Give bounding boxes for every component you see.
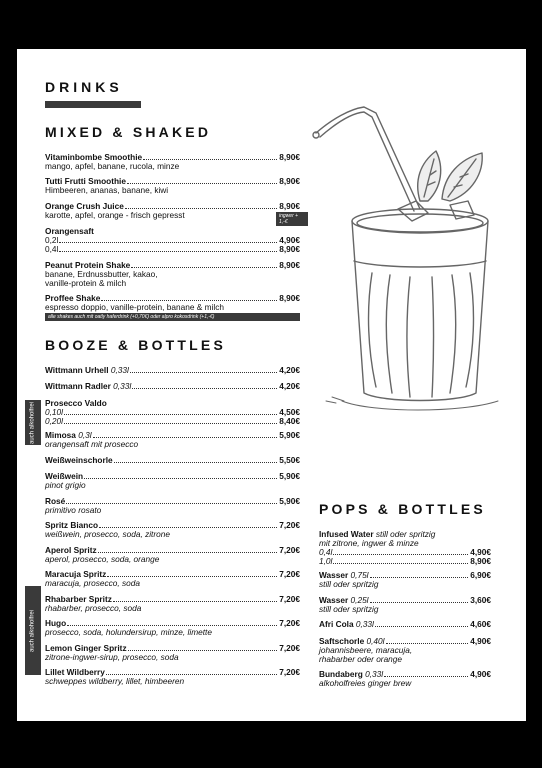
item-price: 7,20€ — [279, 618, 300, 628]
item-desc: pinot grigio — [45, 480, 86, 490]
item-desc: schweppes wildberry, lillet, himbeeren — [45, 676, 185, 686]
menu-item-aperol-spritz — [45, 546, 300, 564]
item-name: Vitaminbombe Smoothie — [45, 152, 143, 162]
menu-item-wasser-075 — [319, 571, 491, 589]
item-desc: alkoholfreies ginger brew — [319, 678, 412, 688]
item-price: 4,90€ — [470, 547, 491, 557]
item-price: 5,90€ — [279, 471, 300, 481]
item-desc: espresso doppio, vanille-protein, banane & milch — [45, 302, 224, 312]
alkoholfrei-label-1: auch alkoholfrei — [25, 400, 41, 445]
menu-item-lillet-wildberry — [45, 668, 300, 686]
item-name: Bundaberg — [319, 669, 363, 679]
item-desc: Himbeeren, ananas, banane, kiwi — [45, 185, 169, 195]
item-price: 8,90€ — [279, 152, 300, 162]
item-name: Wittmann Radler — [45, 381, 111, 391]
item-desc: mango, apfel, banane, rucola, minze — [45, 161, 180, 171]
item-size: 0,4l — [319, 547, 333, 557]
menu-item-vitaminbombe — [45, 153, 300, 171]
item-desc: mit zitrone, ingwer & minze — [319, 538, 419, 548]
item-desc: weißwein, prosecco, soda, zitrone — [45, 529, 170, 539]
item-price: 6,90€ — [470, 570, 491, 580]
item-name: Prosecco Valdo — [45, 398, 107, 408]
item-name: Weißweinschorle — [45, 455, 113, 465]
section-heading-mixed: MIXED & SHAKED — [45, 124, 212, 140]
menu-item-mimosa — [45, 431, 300, 449]
item-size: 0,3l — [78, 430, 92, 440]
glass-sketch-illustration — [302, 101, 502, 421]
item-name: Wittmann Urhell — [45, 365, 109, 375]
item-price: 4,60€ — [470, 619, 491, 629]
menu-item-maracuja-spritz — [45, 570, 300, 588]
item-desc: still oder spritzig — [319, 604, 379, 614]
menu-item-weissweinschorle — [45, 456, 300, 465]
item-price: 8,90€ — [279, 260, 300, 270]
title-underline — [45, 101, 141, 108]
item-desc: karotte, apfel, orange - frisch gepresst — [45, 210, 185, 220]
item-name: Saftschorle — [319, 636, 365, 646]
item-name: Orange Crush Juice — [45, 201, 124, 211]
item-name: Peanut Protein Shake — [45, 260, 131, 270]
item-size: 0,33l — [113, 381, 132, 391]
item-size: 0,33l — [365, 669, 384, 679]
item-name: Wasser — [319, 595, 349, 605]
item-name: Mimosa — [45, 430, 76, 440]
item-name: Weißwein — [45, 471, 84, 481]
item-price: 7,20€ — [279, 569, 300, 579]
item-name: Infused Water — [319, 529, 374, 539]
item-desc: prosecco, soda, holundersirup, minze, limette — [45, 627, 212, 637]
item-price: 3,60€ — [470, 595, 491, 605]
item-desc-2: rhabarber oder orange — [319, 654, 403, 664]
item-desc: still oder spritzig — [319, 579, 379, 589]
menu-item-bundaberg — [319, 670, 491, 688]
item-name: Lemon Ginger Spritz — [45, 643, 127, 653]
item-size: 0,33l — [110, 365, 129, 375]
item-name: Maracuja Spritz — [45, 569, 107, 579]
item-name: Hugo — [45, 618, 67, 628]
menu-item-orangensaft — [45, 227, 300, 254]
item-name: Spritz Bianco — [45, 520, 99, 530]
menu-title: DRINKS — [45, 79, 123, 95]
item-size: 1,0l — [319, 556, 333, 566]
menu-item-tutti-frutti — [45, 177, 300, 195]
item-size: 0,40l — [366, 636, 385, 646]
item-price: 5,50€ — [279, 455, 300, 465]
shakes-note: alle shakes auch mit oatly haferdrink (+0,70€) oder alpro kokosdrink (+1,-€) — [45, 313, 300, 321]
item-price: 4,90€ — [279, 235, 300, 245]
menu-item-weisswein — [45, 472, 300, 490]
item-desc: rhabarber, prosecco, soda — [45, 603, 142, 613]
item-price: 7,20€ — [279, 643, 300, 653]
item-name: Proffee Shake — [45, 293, 101, 303]
item-desc: banane, Erdnussbutter, kakao, — [45, 269, 158, 279]
item-price: 7,20€ — [279, 594, 300, 604]
item-price: 8,90€ — [279, 244, 300, 254]
menu-item-peanut-shake — [45, 261, 300, 288]
item-price: 7,20€ — [279, 667, 300, 677]
item-price: 8,90€ — [279, 176, 300, 186]
menu-item-rhabarber-spritz — [45, 595, 300, 613]
menu-item-afri-cola — [319, 620, 491, 629]
item-desc-2: vanille-protein & milch — [45, 278, 127, 288]
menu-item-wittmann-radler — [45, 382, 300, 391]
item-name: Tutti Frutti Smoothie — [45, 176, 126, 186]
item-size: 0,10l — [45, 407, 63, 417]
menu-item-orange-crush — [45, 202, 300, 220]
item-price: 4,20€ — [279, 365, 300, 375]
item-price: 7,20€ — [279, 545, 300, 555]
menu-item-proffee-shake — [45, 294, 300, 312]
menu-item-prosecco-valdo — [45, 399, 300, 426]
item-price: 7,20€ — [279, 520, 300, 530]
ingwer-note: ingwer + 1,-€ — [276, 212, 308, 226]
section-heading-booze: BOOZE & BOTTLES — [45, 337, 226, 353]
menu-item-infused-water — [319, 530, 491, 566]
item-name: Lillet Wildberry — [45, 667, 105, 677]
item-name: Wasser — [319, 570, 349, 580]
menu-page — [17, 49, 526, 721]
section-heading-pops: POPS & BOTTLES — [319, 501, 486, 517]
menu-item-lemon-ginger-spritz — [45, 644, 300, 662]
item-price: 8,90€ — [279, 293, 300, 303]
item-size: 0,75l — [350, 570, 369, 580]
item-desc: orangensaft mit prosecco — [45, 439, 139, 449]
item-price: 5,90€ — [279, 430, 300, 440]
item-size: 0,20l — [45, 416, 63, 426]
item-desc: primitivo rosato — [45, 505, 102, 515]
item-size: 0,25l — [350, 595, 369, 605]
item-price: 4,90€ — [470, 636, 491, 646]
item-name: Orangensaft — [45, 226, 94, 236]
item-desc: aperol, prosecco, soda, orange — [45, 554, 160, 564]
menu-item-spritz-bianco — [45, 521, 300, 539]
item-name: Aperol Spritz — [45, 545, 97, 555]
menu-item-wittmann-urhell — [45, 366, 300, 375]
item-size: 0,33l — [355, 619, 374, 629]
item-price: 8,40€ — [279, 416, 300, 426]
menu-item-saftschorle — [319, 637, 491, 664]
menu-item-wasser-025 — [319, 596, 491, 614]
item-desc: zitrone-ingwer-sirup, prosecco, soda — [45, 652, 179, 662]
item-size: 0,4l — [45, 244, 59, 254]
item-desc: johannisbeere, maracuja, — [319, 645, 413, 655]
alkoholfrei-label-2: auch alkoholfrei — [25, 586, 41, 675]
item-price: 4,90€ — [470, 669, 491, 679]
item-inline-note: still oder spritzig — [375, 529, 436, 539]
item-price: 4,20€ — [279, 381, 300, 391]
item-price: 8,90€ — [279, 201, 300, 211]
item-name: Afri Cola — [319, 619, 354, 629]
item-price: 4,50€ — [279, 407, 300, 417]
menu-item-rose — [45, 497, 300, 515]
item-size: 0,2l — [45, 235, 59, 245]
item-desc: maracuja, prosecco, soda — [45, 578, 141, 588]
item-price: 8,90€ — [470, 556, 491, 566]
item-name: Rosé — [45, 496, 66, 506]
menu-item-hugo — [45, 619, 300, 637]
item-name: Rhabarber Spritz — [45, 594, 112, 604]
item-price: 5,90€ — [279, 496, 300, 506]
